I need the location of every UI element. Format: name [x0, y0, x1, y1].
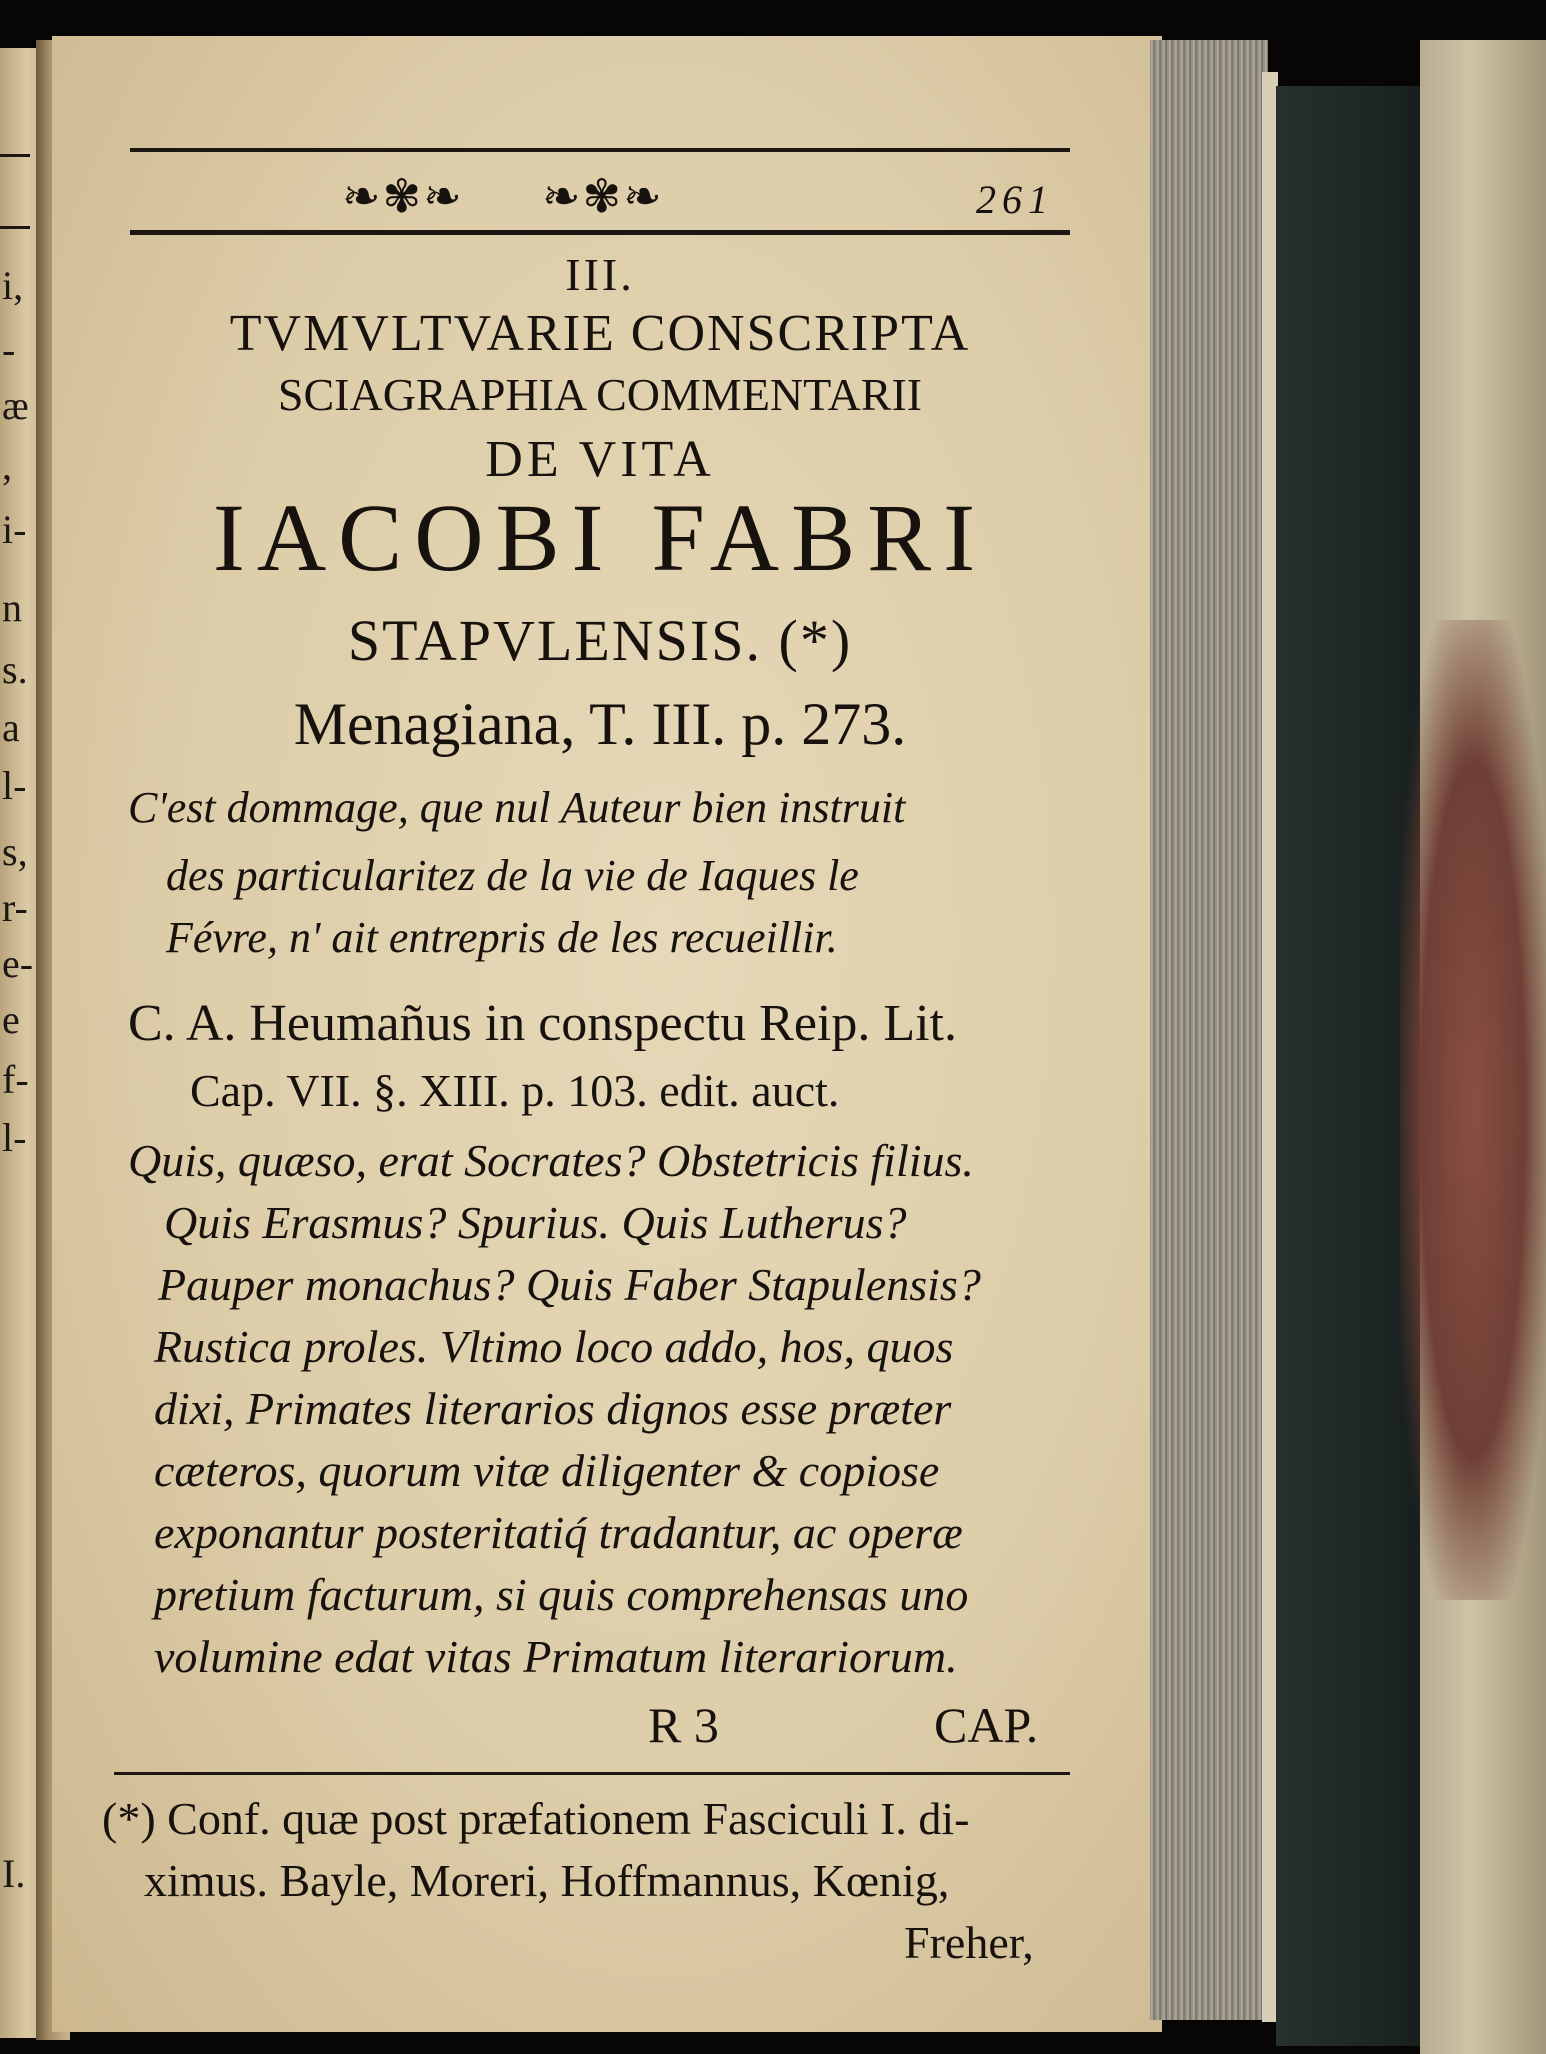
- title-line-4: IACOBI FABRI: [212, 484, 988, 591]
- left-fragment: -: [2, 327, 16, 372]
- left-fragment: e: [2, 997, 20, 1042]
- section-number: III.: [565, 249, 635, 300]
- citation2-line: volumine edat vitas Primatum literariorum.: [154, 1631, 958, 1682]
- ornament-right: ❧✾❧: [542, 171, 664, 222]
- title-line-5: STAPVLENSIS. (*): [347, 608, 853, 673]
- book-page: [52, 36, 1162, 2032]
- ornament-left: ❧✾❧: [342, 171, 464, 222]
- footnote-rule: [114, 1772, 1070, 1775]
- left-fragment: e-: [2, 941, 34, 986]
- left-fragment: s,: [2, 829, 28, 874]
- left-fragment: f-: [2, 1057, 29, 1102]
- citation2-line: dixi, Primates literarios dignos esse præter: [154, 1383, 952, 1434]
- citation1-line: des particularitez de la vie de Iaques le: [166, 851, 859, 900]
- citation2-heading-line2: Cap. VII. §. XIII. p. 103. edit. auct.: [190, 1065, 840, 1116]
- citation1-line: C'est dommage, que nul Auteur bien instruit: [128, 783, 906, 832]
- citation2-line: Pauper monachus? Quis Faber Stapulensis?: [158, 1259, 981, 1310]
- signature-mark: R 3: [648, 1697, 719, 1753]
- citation1-line: Févre, n' ait entrepris de les recueillir.: [166, 913, 838, 962]
- citation1-heading: Menagiana, T. III. p. 273.: [293, 691, 907, 757]
- citation2-line: Rustica proles. Vltimo loco addo, hos, quos: [154, 1321, 954, 1372]
- header-rule-top: [130, 148, 1070, 152]
- citation2-heading-line1: C. A. Heumañus in conspectu Reip. Lit.: [128, 995, 958, 1052]
- citation2-line: cæteros, quorum vitæ diligenter & copiose: [154, 1445, 940, 1496]
- left-fragment: r-: [2, 885, 28, 930]
- page-edges: [1150, 40, 1268, 2020]
- title-line-3: DE VITA: [485, 431, 715, 488]
- left-fragment: i,: [2, 263, 24, 308]
- left-fragment: s.: [2, 647, 28, 692]
- left-fragment: i-: [2, 507, 27, 552]
- footnote-line: (*) Conf. quæ post præfationem Fasciculi I. di-: [102, 1793, 970, 1844]
- citation2-line: pretium facturum, si quis comprehensas uno: [154, 1569, 969, 1620]
- left-fragment: ,: [2, 443, 12, 488]
- header-ornaments: [342, 169, 762, 229]
- citation2-line: exponantur posteritatiq́ tradantur, ac operæ: [154, 1507, 963, 1558]
- page-number: 261: [976, 177, 1054, 222]
- left-fragment: n: [2, 585, 22, 630]
- catchword: CAP.: [934, 1697, 1039, 1753]
- left-fragment: æ: [2, 383, 29, 428]
- footnote-line: ximus. Bayle, Moreri, Hoffmannus, Kœnig,: [144, 1855, 950, 1906]
- citation2-line: Quis Erasmus? Spurius. Quis Lutherus?: [164, 1197, 907, 1248]
- left-fragment: l-: [2, 763, 27, 808]
- title-line-1: TVMVLTVARIE CONSCRIPTA: [229, 305, 971, 362]
- left-fragment: a: [2, 705, 20, 750]
- citation2-line: Quis, quæso, erat Socrates? Obstetricis filius.: [128, 1135, 974, 1186]
- title-line-2: SCIAGRAPHIA COMMENTARII: [277, 369, 923, 420]
- spine-stain: [1400, 620, 1546, 1600]
- left-fragment: I.: [2, 1851, 26, 1896]
- footnote-line: Freher,: [904, 1917, 1034, 1968]
- left-fragment: l-: [2, 1115, 27, 1160]
- header-rule-bottom: [130, 230, 1070, 235]
